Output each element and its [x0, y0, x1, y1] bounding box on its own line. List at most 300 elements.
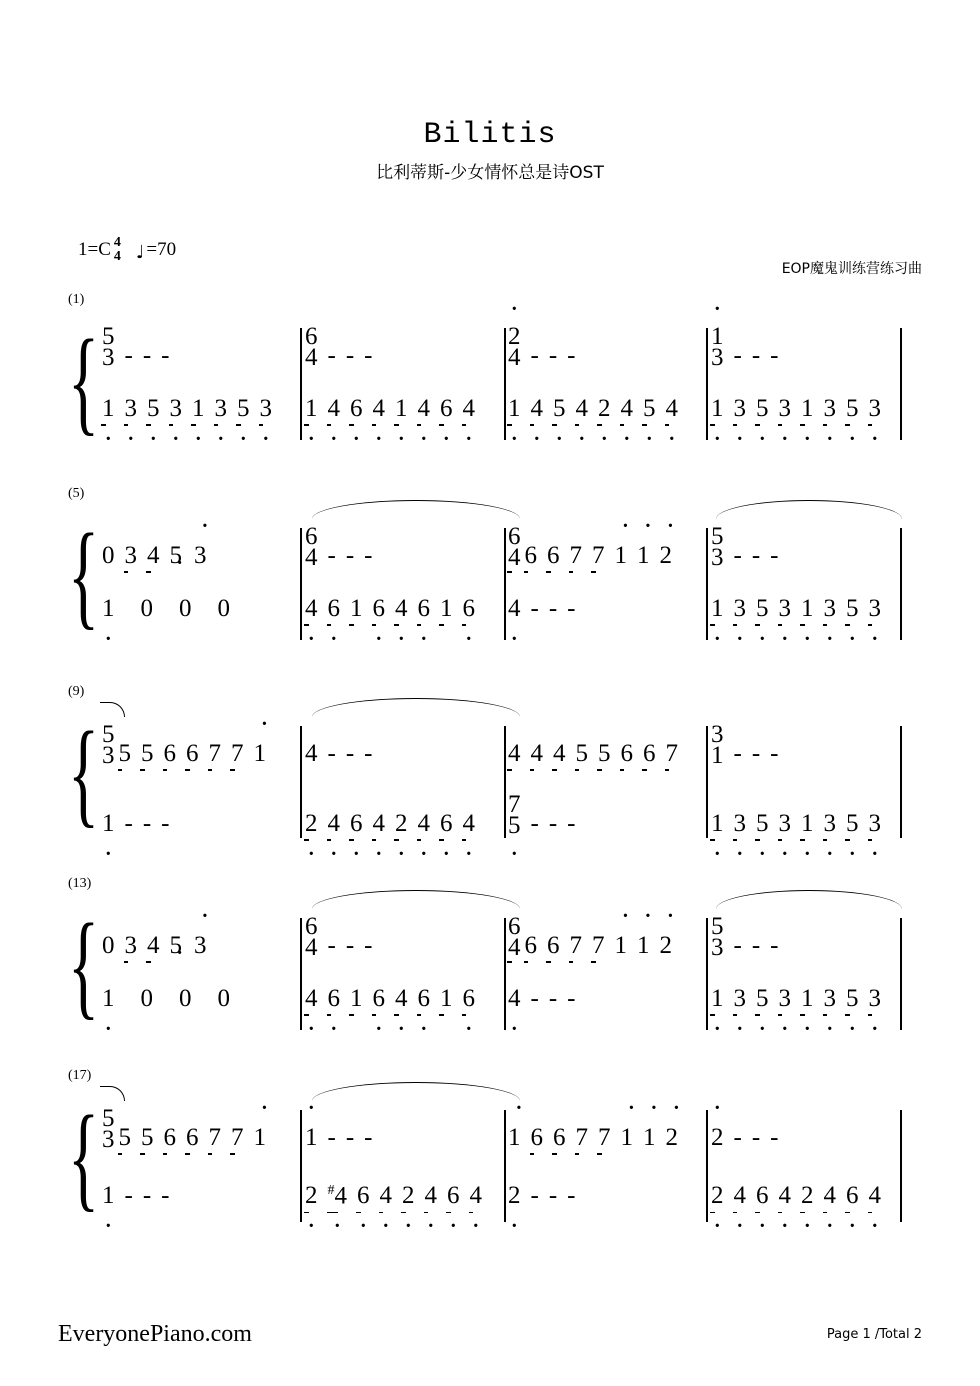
note: · 4 — [418, 811, 431, 836]
note: · 1 — [711, 811, 724, 836]
note: 6 — [553, 1124, 566, 1151]
note: 5 · — [170, 543, 183, 568]
note: · 1 — [102, 396, 115, 421]
measure-5-rh — [96, 526, 299, 568]
note: 3 — [124, 932, 137, 959]
system-2-number: (5) — [68, 486, 85, 501]
chord: 6 4 — [305, 523, 318, 571]
system-3-upper-staff — [96, 721, 908, 769]
system-4 — [0, 876, 980, 1032]
note: 2 · — [711, 1125, 724, 1150]
slur — [716, 890, 902, 909]
note: 1 · — [643, 1125, 656, 1150]
note: · 3 — [824, 986, 837, 1011]
note: - — [345, 342, 355, 369]
chord: 6 4 — [305, 323, 318, 371]
page-subtitle: 比利蒂斯-少女情怀总是诗OST — [376, 163, 604, 183]
note: · 1 — [395, 396, 408, 421]
note: 7 — [592, 932, 605, 959]
note: - — [567, 342, 576, 369]
note: · 3 — [734, 396, 747, 421]
note: 3 · — [194, 543, 207, 568]
note: - — [548, 810, 558, 837]
measure-3-rh — [502, 323, 705, 371]
note: - — [733, 932, 742, 959]
note: - — [530, 1182, 539, 1210]
note: · 5 — [846, 811, 859, 836]
note: 4 — [305, 740, 318, 767]
note: - — [548, 1182, 558, 1210]
note: - — [751, 542, 761, 569]
note: · 3 — [869, 811, 882, 836]
note: 0 — [102, 932, 115, 959]
measure-15-lh — [502, 986, 705, 1011]
chord: 6 4 — [508, 523, 521, 571]
note: 5 — [141, 740, 154, 767]
note: 4 — [508, 740, 521, 767]
slur — [312, 890, 520, 909]
note: - — [751, 342, 761, 369]
note: 1 · — [637, 543, 650, 568]
note: 5 · — [170, 933, 183, 958]
note: · 6 — [350, 396, 363, 421]
chord: 6 4 — [305, 913, 318, 961]
note: 7 — [592, 542, 605, 569]
system-5-lower-staff — [96, 1178, 908, 1208]
note: 1 — [440, 985, 453, 1012]
note: · 3 — [779, 596, 792, 621]
note: - — [142, 1182, 152, 1210]
note: · 4 — [869, 1183, 882, 1208]
measure-12-lh — [705, 794, 908, 836]
measure-19-rh — [502, 1108, 705, 1150]
measure-7-rh — [502, 523, 705, 571]
note: 7 — [569, 932, 582, 959]
key-and-tempo — [78, 236, 176, 264]
note: 1 · — [621, 1125, 634, 1150]
note: · 1 — [801, 596, 814, 621]
note: · 5 — [846, 986, 859, 1011]
note: 5 — [118, 1124, 131, 1151]
measure-1-rh — [96, 323, 299, 371]
note: - — [567, 985, 576, 1012]
note: · 1 — [711, 986, 724, 1011]
chord: 3 1 — [711, 721, 724, 769]
note: · 3 — [869, 986, 882, 1011]
measure-4-rh — [705, 323, 908, 371]
slur — [312, 698, 520, 717]
note: · 3 — [125, 396, 138, 421]
note: · 4 — [463, 396, 476, 421]
note: - — [770, 932, 779, 959]
note: 7 — [598, 1124, 611, 1151]
note: · 4 — [621, 396, 634, 421]
note: · 6 — [350, 811, 363, 836]
measure-11-rh — [502, 724, 705, 766]
system-1 — [0, 292, 980, 446]
note: - — [345, 542, 355, 569]
note: - — [161, 342, 170, 369]
note: · 1 — [801, 986, 814, 1011]
note: · 4 — [666, 396, 679, 421]
note: · 3 — [869, 396, 882, 421]
measure-13-rh — [96, 916, 299, 958]
note: · 3 — [824, 596, 837, 621]
note: · 3 — [824, 811, 837, 836]
note: · 2 — [402, 1183, 415, 1208]
measure-12-rh — [705, 721, 908, 769]
measure-20-rh — [705, 1108, 908, 1150]
measure-8-rh — [705, 523, 908, 571]
chord: 5 3 — [711, 523, 724, 571]
measure-15-rh — [502, 913, 705, 961]
note: - — [751, 932, 761, 959]
note: · 6 — [447, 1183, 460, 1208]
note: · 4 — [395, 596, 408, 621]
note: · 3 — [734, 986, 747, 1011]
note: · 5 — [756, 396, 769, 421]
note: 1 · — [254, 741, 267, 766]
note: - — [364, 1124, 373, 1151]
slur — [100, 1086, 125, 1101]
note: - — [345, 740, 355, 767]
measure-4-lh — [705, 396, 908, 421]
note: · 6 — [463, 596, 476, 621]
note: - — [161, 1182, 170, 1210]
quarter-note-icon: ♩ — [135, 241, 145, 263]
note: - — [567, 810, 576, 837]
note: 6 — [524, 542, 537, 569]
note: · 1 — [711, 596, 724, 621]
note: 1 — [440, 595, 453, 622]
measure-9-rh — [96, 721, 299, 769]
note: · 5 — [756, 986, 769, 1011]
note: 0 — [217, 595, 230, 622]
note: - — [530, 595, 539, 622]
note: - — [733, 542, 742, 569]
note: - — [770, 342, 779, 369]
measure-2-lh — [299, 396, 502, 421]
note: · 6 — [373, 986, 386, 1011]
note: 6 — [186, 1124, 199, 1151]
system-3-lower-staff — [96, 791, 908, 839]
measure-5-lh — [96, 596, 299, 621]
note: · 4 — [425, 1183, 438, 1208]
note: - — [124, 810, 133, 837]
note: · 1 — [102, 1183, 115, 1208]
time-signature-numerator: 4 — [113, 235, 121, 250]
tempo-label: =70 — [146, 239, 177, 260]
note: · 4 — [418, 396, 431, 421]
page-footer: Page 1 /Total 2 — [826, 1327, 922, 1342]
note: · 3 — [869, 596, 882, 621]
note: · 4 — [531, 396, 544, 421]
note: - — [345, 1124, 355, 1151]
note: · 4 — [779, 1183, 792, 1208]
brace-icon: { — [68, 509, 100, 640]
note: 5 — [118, 740, 131, 767]
note: - — [733, 1124, 742, 1151]
note: · 3 — [779, 811, 792, 836]
system-1-number: (1) — [68, 292, 85, 307]
note: - — [364, 740, 373, 767]
time-signature — [114, 236, 121, 264]
note: · #4 — [328, 1178, 348, 1208]
measure-6-lh — [299, 596, 502, 621]
note: 6 — [547, 542, 560, 569]
note: 1 · — [508, 1125, 521, 1150]
note: - — [327, 342, 336, 369]
note: 3 — [124, 542, 137, 569]
measure-17-lh — [96, 1178, 299, 1208]
note: - — [327, 932, 336, 959]
note: - — [327, 740, 336, 767]
note: 0 — [140, 985, 153, 1012]
measure-14-rh — [299, 913, 502, 961]
note: - — [530, 810, 539, 837]
measure-16-lh — [705, 986, 908, 1011]
note: - — [567, 595, 576, 622]
note: · 3 — [779, 396, 792, 421]
measure-19-lh — [502, 1178, 705, 1208]
measure-14-lh — [299, 986, 502, 1011]
note: 2 · — [660, 933, 673, 958]
note: · 1 — [801, 396, 814, 421]
note: · 6 — [463, 986, 476, 1011]
page-title: Bilitis — [423, 118, 557, 152]
note: · 4 — [305, 596, 318, 621]
note: - — [327, 542, 336, 569]
note: · 4 — [395, 986, 408, 1011]
system-3 — [0, 684, 980, 840]
measure-11-lh — [502, 791, 705, 839]
note: · 4 — [373, 811, 386, 836]
note: 1 · — [254, 1125, 267, 1150]
note: · 2 — [305, 811, 318, 836]
note: 7 — [575, 1124, 588, 1151]
note: · 6 — [357, 1183, 370, 1208]
note: - — [530, 342, 539, 369]
note: 5 — [598, 740, 611, 767]
note: 1 — [350, 595, 363, 622]
note: · 6 — [328, 596, 341, 621]
system-2-upper-staff — [96, 523, 908, 571]
note: 7 — [665, 740, 678, 767]
note: · 2 — [395, 811, 408, 836]
note: 4 — [147, 542, 160, 569]
note: - — [548, 342, 558, 369]
note: · 4 — [508, 596, 521, 621]
note: 4 — [530, 740, 543, 767]
note: · 6 — [418, 596, 431, 621]
note: · 3 — [170, 396, 183, 421]
system-2 — [0, 486, 980, 642]
note: - — [751, 1124, 761, 1151]
note: · 3 — [734, 596, 747, 621]
system-5 — [0, 1068, 980, 1224]
note: · 5 — [553, 396, 566, 421]
note: · 1 — [192, 396, 205, 421]
note: 1 · — [637, 933, 650, 958]
note: 0 — [179, 985, 192, 1012]
note: 2 · — [660, 543, 673, 568]
note: 7 — [208, 740, 221, 767]
chord: 1 · 3 — [711, 326, 724, 368]
note: · 6 — [418, 986, 431, 1011]
brace-icon: { — [68, 315, 100, 446]
note: 4 — [553, 740, 566, 767]
measure-9-lh — [96, 794, 299, 836]
measure-1-lh — [96, 396, 299, 421]
key-label: 1=C — [78, 239, 111, 260]
note: - — [733, 342, 742, 369]
note: - — [142, 342, 152, 369]
note: 0 — [179, 595, 192, 622]
slur — [100, 702, 125, 717]
note: · 3 — [779, 986, 792, 1011]
measure-10-lh — [299, 794, 502, 836]
note: - — [567, 1182, 576, 1210]
system-4-number: (13) — [68, 876, 92, 891]
note: · 2 — [711, 1183, 724, 1208]
note: · 1 — [801, 811, 814, 836]
note: · 4 — [380, 1183, 393, 1208]
chord: 5 3 — [102, 1105, 115, 1153]
note: · 5 — [846, 396, 859, 421]
note: 6 — [620, 740, 633, 767]
note: · 6 — [328, 986, 341, 1011]
note: 7 — [569, 542, 582, 569]
note: 0 — [140, 595, 153, 622]
note: · 6 — [373, 596, 386, 621]
note: · 4 — [576, 396, 589, 421]
slur — [312, 500, 520, 519]
measure-20-lh — [705, 1178, 908, 1208]
note: · 5 — [643, 396, 656, 421]
note: · 4 — [734, 1183, 747, 1208]
note: 6 — [163, 740, 176, 767]
system-5-upper-staff — [96, 1105, 908, 1153]
note: · 4 — [470, 1183, 483, 1208]
note: · 5 — [237, 396, 250, 421]
note: · 2 — [598, 396, 611, 421]
note: · 4 — [824, 1183, 837, 1208]
note: 0 — [102, 542, 115, 569]
note: 6 — [643, 740, 656, 767]
note: - — [770, 1124, 779, 1151]
note: - — [548, 985, 558, 1012]
measure-6-rh — [299, 523, 502, 571]
measure-17-rh — [96, 1105, 299, 1153]
measure-2-rh — [299, 323, 502, 371]
note: 0 — [217, 985, 230, 1012]
chord: 5 3 — [711, 913, 724, 961]
note: - — [364, 542, 373, 569]
note: · 6 — [846, 1183, 859, 1208]
note: · 1 — [102, 596, 115, 621]
note: - — [770, 740, 779, 767]
note: · 1 — [102, 986, 115, 1011]
note: · 4 — [463, 811, 476, 836]
note: · 2 — [508, 1183, 521, 1208]
note: · 5 — [756, 811, 769, 836]
note: - — [548, 595, 558, 622]
system-5-number: (17) — [68, 1068, 92, 1083]
note: 2 · — [666, 1125, 679, 1150]
credit-line: EOP魔鬼训练营练习曲 — [781, 261, 922, 277]
note: · 4 — [508, 986, 521, 1011]
note: · 3 — [824, 396, 837, 421]
measure-18-lh — [299, 1178, 502, 1208]
note: 5 — [141, 1124, 154, 1151]
note: 7 — [208, 1124, 221, 1151]
brace-icon: { — [68, 707, 100, 838]
note: · 2 — [801, 1183, 814, 1208]
system-1-lower-staff — [96, 396, 908, 421]
note: - — [345, 932, 355, 959]
brace-icon: { — [68, 1091, 100, 1222]
chord: 5 3 — [102, 323, 115, 371]
note: 6 — [524, 932, 537, 959]
note: 7 — [231, 740, 244, 767]
measure-3-lh — [502, 396, 705, 421]
note: 1 · — [305, 1125, 318, 1150]
chord: 5 3 — [102, 721, 115, 769]
chord: 6 4 — [508, 913, 521, 961]
note: 3 · — [194, 933, 207, 958]
note: · 4 — [305, 986, 318, 1011]
site-footer: EveryonePiano.com — [58, 1321, 252, 1347]
measure-13-lh — [96, 986, 299, 1011]
note: - — [327, 1124, 336, 1151]
note: · 1 — [305, 396, 318, 421]
chord: 7 · 5 — [508, 794, 521, 836]
note: · 4 — [373, 396, 386, 421]
note: 6 — [547, 932, 560, 959]
note: - — [161, 810, 170, 837]
note: · 2 — [305, 1183, 318, 1208]
note: · 3 — [734, 811, 747, 836]
measure-18-rh — [299, 1108, 502, 1150]
note: - — [733, 740, 742, 767]
note: 6 — [186, 740, 199, 767]
chord: 2 · 4 — [508, 326, 521, 368]
system-4-lower-staff — [96, 986, 908, 1011]
note: · 6 — [440, 396, 453, 421]
note: - — [770, 542, 779, 569]
slur — [716, 500, 902, 519]
system-1-upper-staff — [96, 323, 908, 371]
slur — [312, 1082, 520, 1101]
note: · 5 — [756, 596, 769, 621]
note: 1 · — [615, 543, 628, 568]
note: 6 — [530, 1124, 543, 1151]
system-4-upper-staff — [96, 913, 908, 961]
note: 1 — [350, 985, 363, 1012]
system-2-lower-staff — [96, 596, 908, 621]
note: 6 — [163, 1124, 176, 1151]
note: 1 · — [615, 933, 628, 958]
note: - — [364, 342, 373, 369]
note: 4 — [147, 932, 160, 959]
note: - — [751, 740, 761, 767]
measure-10-rh — [299, 724, 502, 766]
note: · 1 — [711, 396, 724, 421]
time-signature-denominator: 4 — [113, 249, 121, 264]
note: - — [142, 810, 152, 837]
measure-16-rh — [705, 913, 908, 961]
note: · 6 — [756, 1183, 769, 1208]
